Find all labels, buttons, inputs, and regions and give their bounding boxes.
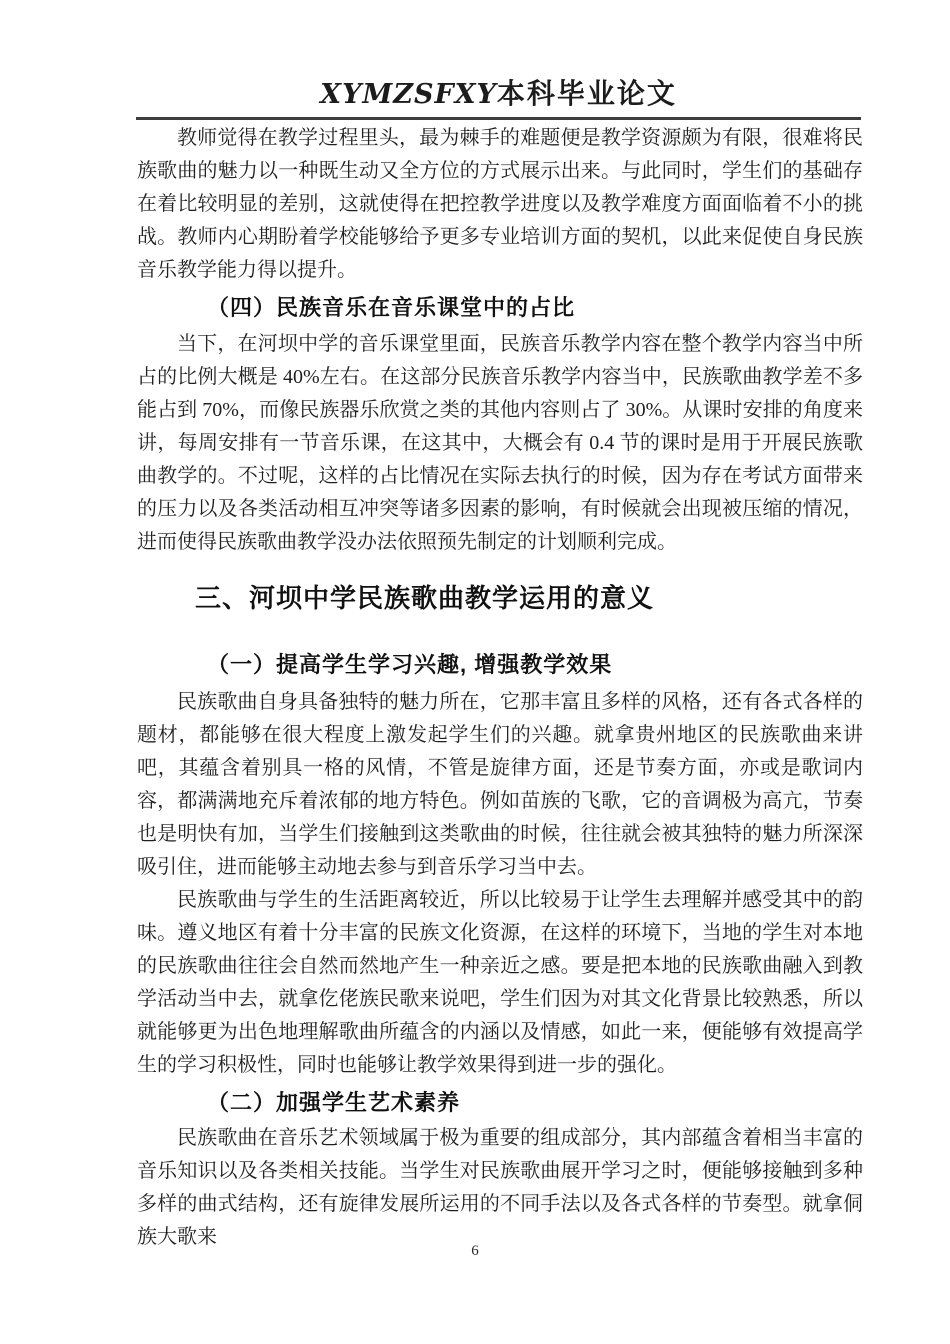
- page-header: [136, 72, 861, 120]
- heading-section-four-wrap: [137, 291, 863, 322]
- paragraphs-interest-wrap: [137, 686, 863, 1082]
- page-number: 6: [471, 1243, 479, 1259]
- header-title-cjk: 本科毕业论文: [496, 77, 677, 110]
- heading-three-one-wrap: [137, 648, 863, 679]
- header-title-latin: XYMZSFXY: [320, 79, 497, 110]
- paragraph-teacher-challenges-wrap: [137, 122, 863, 287]
- paragraph-art-literacy-wrap: [137, 1122, 863, 1254]
- heading-chapter-three: 三、河坝中学民族歌曲教学运用的意义: [195, 583, 655, 613]
- heading-section-four: （四）民族音乐在音乐课堂中的占比: [207, 295, 576, 320]
- paragraph-art-literacy: 民族歌曲在音乐艺术领域属于极为重要的组成部分，其内部蕴含着相当丰富的音乐知识以及各类相关技能。当学生对民族歌曲展开学习之时，便能够接触到多种多样的曲式结构，还有旋律发展所运用的不同手法以及各式各样的节奏型。就拿侗族大歌来: [137, 1127, 863, 1248]
- heading-three-two: （二）加强学生艺术素养: [207, 1090, 461, 1115]
- paragraph-class-proportion-wrap: [137, 328, 863, 559]
- paragraph-class-proportion: 当下，在河坝中学的音乐课堂里面，民族音乐教学内容在整个教学内容当中所占的比例大概是 40%左右。在这部分民族音乐教学内容当中，民族歌曲教学差不多能占到 70%，而像民族器乐欣赏之类的其他内容则占了 30%。从课时安排的角度来讲，每周安排有一节音乐课，在这其中，大概会有 0.4 节的课时是用于开展民族歌曲教学的。不过呢，这样的占比情况在实际去执行的时候，因为存在考试方面带来的压力以及各类活动相互冲突等诸多因素的影响，有时候就会出现被压缩的情况，进而使得民族歌曲教学没办法依照预先制定的计划顺利完成。: [137, 333, 863, 553]
- page-footer: [0, 1243, 950, 1260]
- heading-three-one: （一）提高学生学习兴趣, 增强教学效果: [207, 652, 613, 677]
- heading-chapter-three-wrap: [137, 578, 863, 615]
- paragraph-interest-1: 民族歌曲自身具备独特的魅力所在，它那丰富且多样的风格，还有各式各样的题材，都能够在很大程度上激发起学生们的兴趣。就拿贵州地区的民族歌曲来讲吧，其蕴含着别具一格的风情，不管是旋律方面，还是节奏方面，亦或是歌词内容，都满满地充斥着浓郁的地方特色。例如苗族的飞歌，它的音调极为高亢，节奏也是明快有加，当学生们接触到这类歌曲的时候，往往就会被其独特的魅力所深深吸引住，进而能够主动地去参与到音乐学习当中去。: [137, 691, 863, 878]
- heading-three-two-wrap: [137, 1086, 863, 1117]
- paragraph-teacher-challenges: 教师觉得在教学过程里头，最为棘手的难题便是教学资源颇为有限，很难将民族歌曲的魅力以一种既生动又全方位的方式展示出来。与此同时，学生们的基础存在着比较明显的差别，这就使得在把控教学进度以及教学难度方面面临着不小的挑战。教师内心期盼着学校能够给予更多专业培训方面的契机，以此来促使自身民族音乐教学能力得以提升。: [137, 127, 863, 281]
- paragraph-interest-2: 民族歌曲与学生的生活距离较近，所以比较易于让学生去理解并感受其中的韵味。遵义地区有着十分丰富的民族文化资源，在这样的环境下，当地的学生对本地的民族歌曲往往会自然而然地产生一种亲近之感。要是把本地的民族歌曲融入到教学活动当中去，就拿仡佬族民歌来说吧，学生们因为对其文化背景比较熟悉，所以就能够更为出色地理解歌曲所蕴含的内涵以及情感，如此一来，便能够有效提高学生的学习积极性，同时也能够让教学效果得到进一步的强化。: [137, 889, 863, 1076]
